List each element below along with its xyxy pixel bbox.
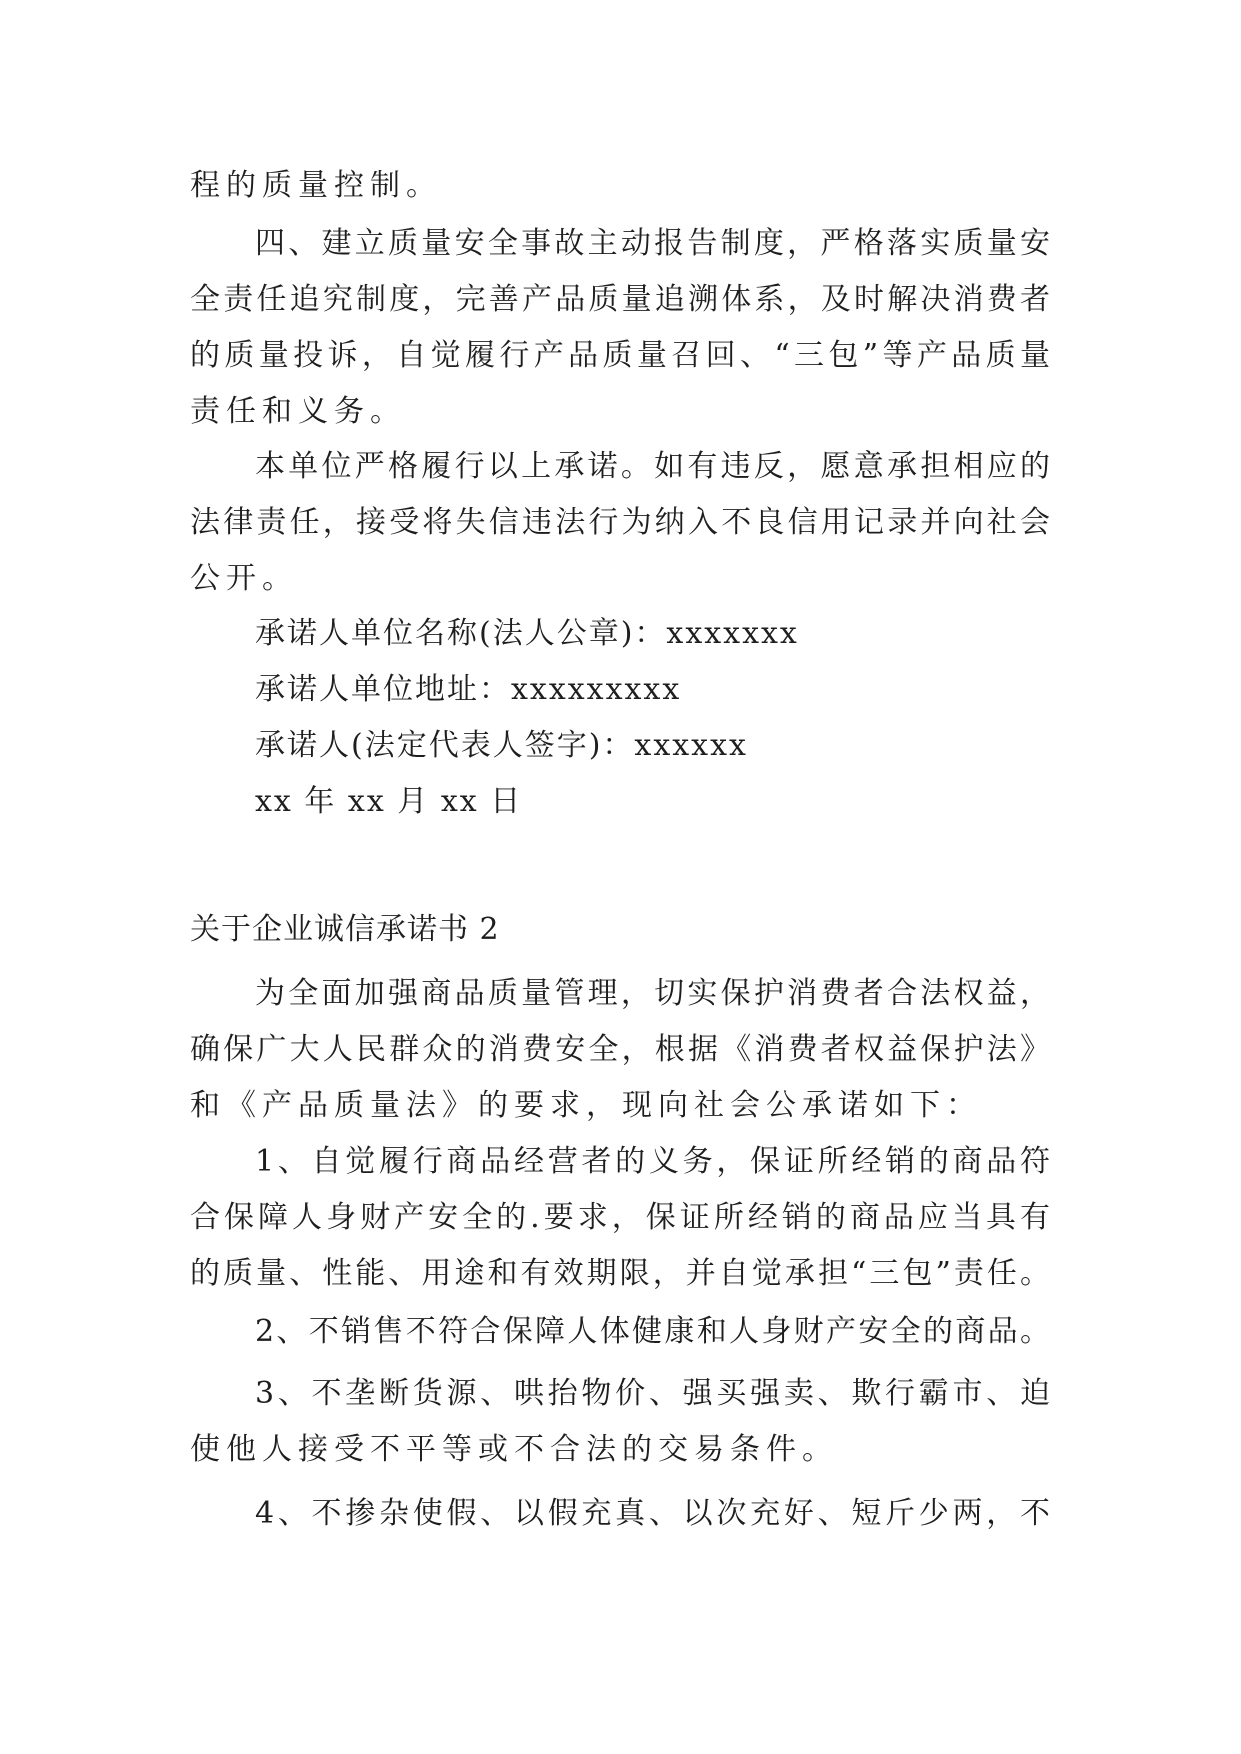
paragraph-line: 本单位严格履行以上承诺。如有违反，愿意承担相应的 <box>255 449 1050 484</box>
list-item-line: 2、不销售不符合保障人体健康和人身财产安全的商品。 <box>255 1314 1050 1349</box>
signature-company-address: 承诺人单位地址：xxxxxxxxx <box>255 672 682 707</box>
paragraph-line: 为全面加强商品质量管理，切实保护消费者合法权益， <box>255 976 1050 1011</box>
paragraph-line: 和《产品质量法》的要求，现向社会公承诺如下： <box>190 1088 982 1123</box>
signature-company-name: 承诺人单位名称(法人公章)：xxxxxxx <box>255 616 799 651</box>
list-item-line: 4、不掺杂使假、以假充真、以次充好、短斤少两，不 <box>255 1496 1050 1531</box>
signature-date: xx 年 xx 月 xx 日 <box>255 784 523 819</box>
list-item-line: 使他人接受不平等或不合法的交易条件。 <box>190 1432 838 1467</box>
paragraph-line: 程的质量控制。 <box>190 168 442 203</box>
list-item-line: 的质量、性能、用途和有效期限，并自觉承担“三包”责任。 <box>190 1256 1050 1291</box>
signature-legal-representative: 承诺人(法定代表人签字)：xxxxxx <box>255 728 748 763</box>
paragraph-line: 公开。 <box>190 561 298 596</box>
section-title: 关于企业诚信承诺书 2 <box>190 912 500 947</box>
list-item-line: 合保障人身财产安全的.要求，保证所经销的商品应当具有 <box>190 1200 1050 1235</box>
paragraph-line: 责任和义务。 <box>190 394 406 429</box>
paragraph-line: 的质量投诉，自觉履行产品质量召回、“三包”等产品质量 <box>190 338 1050 373</box>
list-item-line: 3、不垄断货源、哄抬物价、强买强卖、欺行霸市、迫 <box>255 1376 1050 1411</box>
paragraph-line: 法律责任，接受将失信违法行为纳入不良信用记录并向社会 <box>190 505 1050 540</box>
paragraph-line: 四、建立质量安全事故主动报告制度，严格落实质量安 <box>255 226 1050 261</box>
paragraph-line: 全责任追究制度，完善产品质量追溯体系，及时解决消费者 <box>190 282 1050 317</box>
list-item-line: 1、自觉履行商品经营者的义务，保证所经销的商品符 <box>255 1144 1050 1179</box>
paragraph-line: 确保广大人民群众的消费安全，根据《消费者权益保护法》 <box>190 1032 1050 1067</box>
